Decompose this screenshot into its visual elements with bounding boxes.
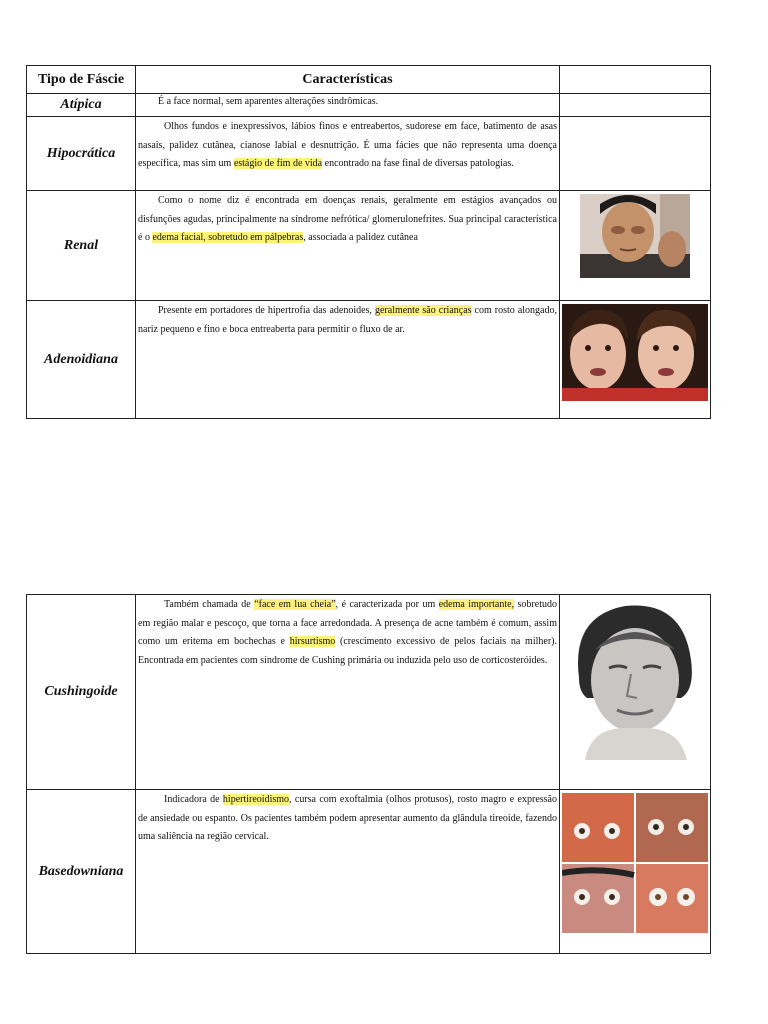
basedowniana-photo — [562, 793, 708, 933]
desc-adenoidiana — [136, 301, 560, 419]
row-cushingoide — [27, 595, 711, 790]
highlight-hirsurtismo: hirsurtismo — [289, 636, 336, 648]
image-cell-basedowniana — [560, 790, 711, 954]
highlight-criancas: geralmente são crianças — [374, 305, 472, 316]
type-hipocratica: Hipocrática — [27, 117, 136, 191]
row-hipocratica — [27, 117, 711, 191]
desc-renal-text: Como o nome diz é encontrada em doenças renais, geralmente em estágios avançados ou disfunções agudas, principalmente na síndrome nefrótica/ glomerulonefrites. Sua principal característica é o edema facial, sobretudo em pálpebras, associada a palidez cutânea — [138, 195, 557, 244]
cushingoide-photo — [565, 598, 705, 760]
image-cell-renal — [560, 191, 711, 301]
highlight-edema-palpebras: edema facial, sobretudo em pálpebras — [152, 232, 304, 244]
image-cell-hipocratica — [560, 117, 711, 191]
header-type: Tipo de Fáscie — [27, 66, 136, 94]
fascies-table-bottom — [26, 594, 711, 954]
row-adenoidiana — [27, 301, 711, 419]
type-renal: Renal — [27, 191, 136, 301]
desc-hipocratica — [136, 117, 560, 191]
desc-cushingoide — [136, 595, 560, 790]
header-characteristics: Características — [136, 66, 560, 94]
header-image — [560, 66, 711, 94]
row-renal — [27, 191, 711, 301]
highlight-lua-cheia: “face em lua cheia” — [254, 599, 336, 610]
desc-hipocratica-text: Olhos fundos e inexpressivos, lábios finos e entreabertos, sudorese em face, batimento de asas nasais, palidez cutânea, cianose labial e desnutrição. É uma fácies que não representa uma doença específica, mas sim um estágio de fim de vida encontrado na fase final de diversas patologias. — [138, 121, 557, 170]
highlight-edema-importante: edema importante, — [438, 599, 515, 610]
desc-basedowniana-text: Indicadora de hipertireoidismo, cursa com exoftalmia (olhos protusos), rosto magro e expressão de ansiedade ou espanto. Os pacientes também podem apresentar aumento da glândula tireoide, fazendo uma saliência na região cervical. — [138, 794, 557, 843]
image-cell-cushingoide — [560, 595, 711, 790]
type-adenoidiana: Adenoidiana — [27, 301, 136, 419]
desc-basedowniana — [136, 790, 560, 954]
highlight-hipertireoidismo: hipertireoidismo — [222, 794, 290, 805]
renal-photo — [580, 194, 690, 278]
desc-atipica-text: É a face normal, sem aparentes alterações sindrômicas. — [158, 96, 379, 107]
header-row — [27, 66, 711, 94]
row-atipica — [27, 94, 711, 117]
highlight-fim-de-vida: estágio de fim de vida — [233, 158, 323, 170]
type-cushingoide: Cushingoide — [27, 595, 136, 790]
row-basedowniana — [27, 790, 711, 954]
desc-cushingoide-text: Também chamada de “face em lua cheia”, é caracterizada por um edema importante, sobretudo em região malar e pescoço, que torna a face arredondada. A presença de acne também é comum, assim como um eritema em bochechas e hirsurtismo (crescimento excessivo de pelos faciais na milher). Encontrada em pacientes com síndrome de Cushing primária ou induzida pelo uso de corticosteróides. — [138, 599, 557, 666]
adenoidiana-photo — [562, 304, 708, 401]
desc-adenoidiana-text: Presente em portadores de hipertrofia das adenoides, geralmente são crianças com rosto alongado, nariz pequeno e fino e boca entreaberta para permitir o fluxo de ar. — [138, 305, 557, 335]
desc-atipica — [136, 94, 560, 117]
type-basedowniana: Basedowniana — [27, 790, 136, 954]
desc-renal — [136, 191, 560, 301]
type-atipica: Atípica — [27, 94, 136, 117]
image-cell-adenoidiana — [560, 301, 711, 419]
fascies-table-top — [26, 65, 711, 419]
image-cell-atipica — [560, 94, 711, 117]
